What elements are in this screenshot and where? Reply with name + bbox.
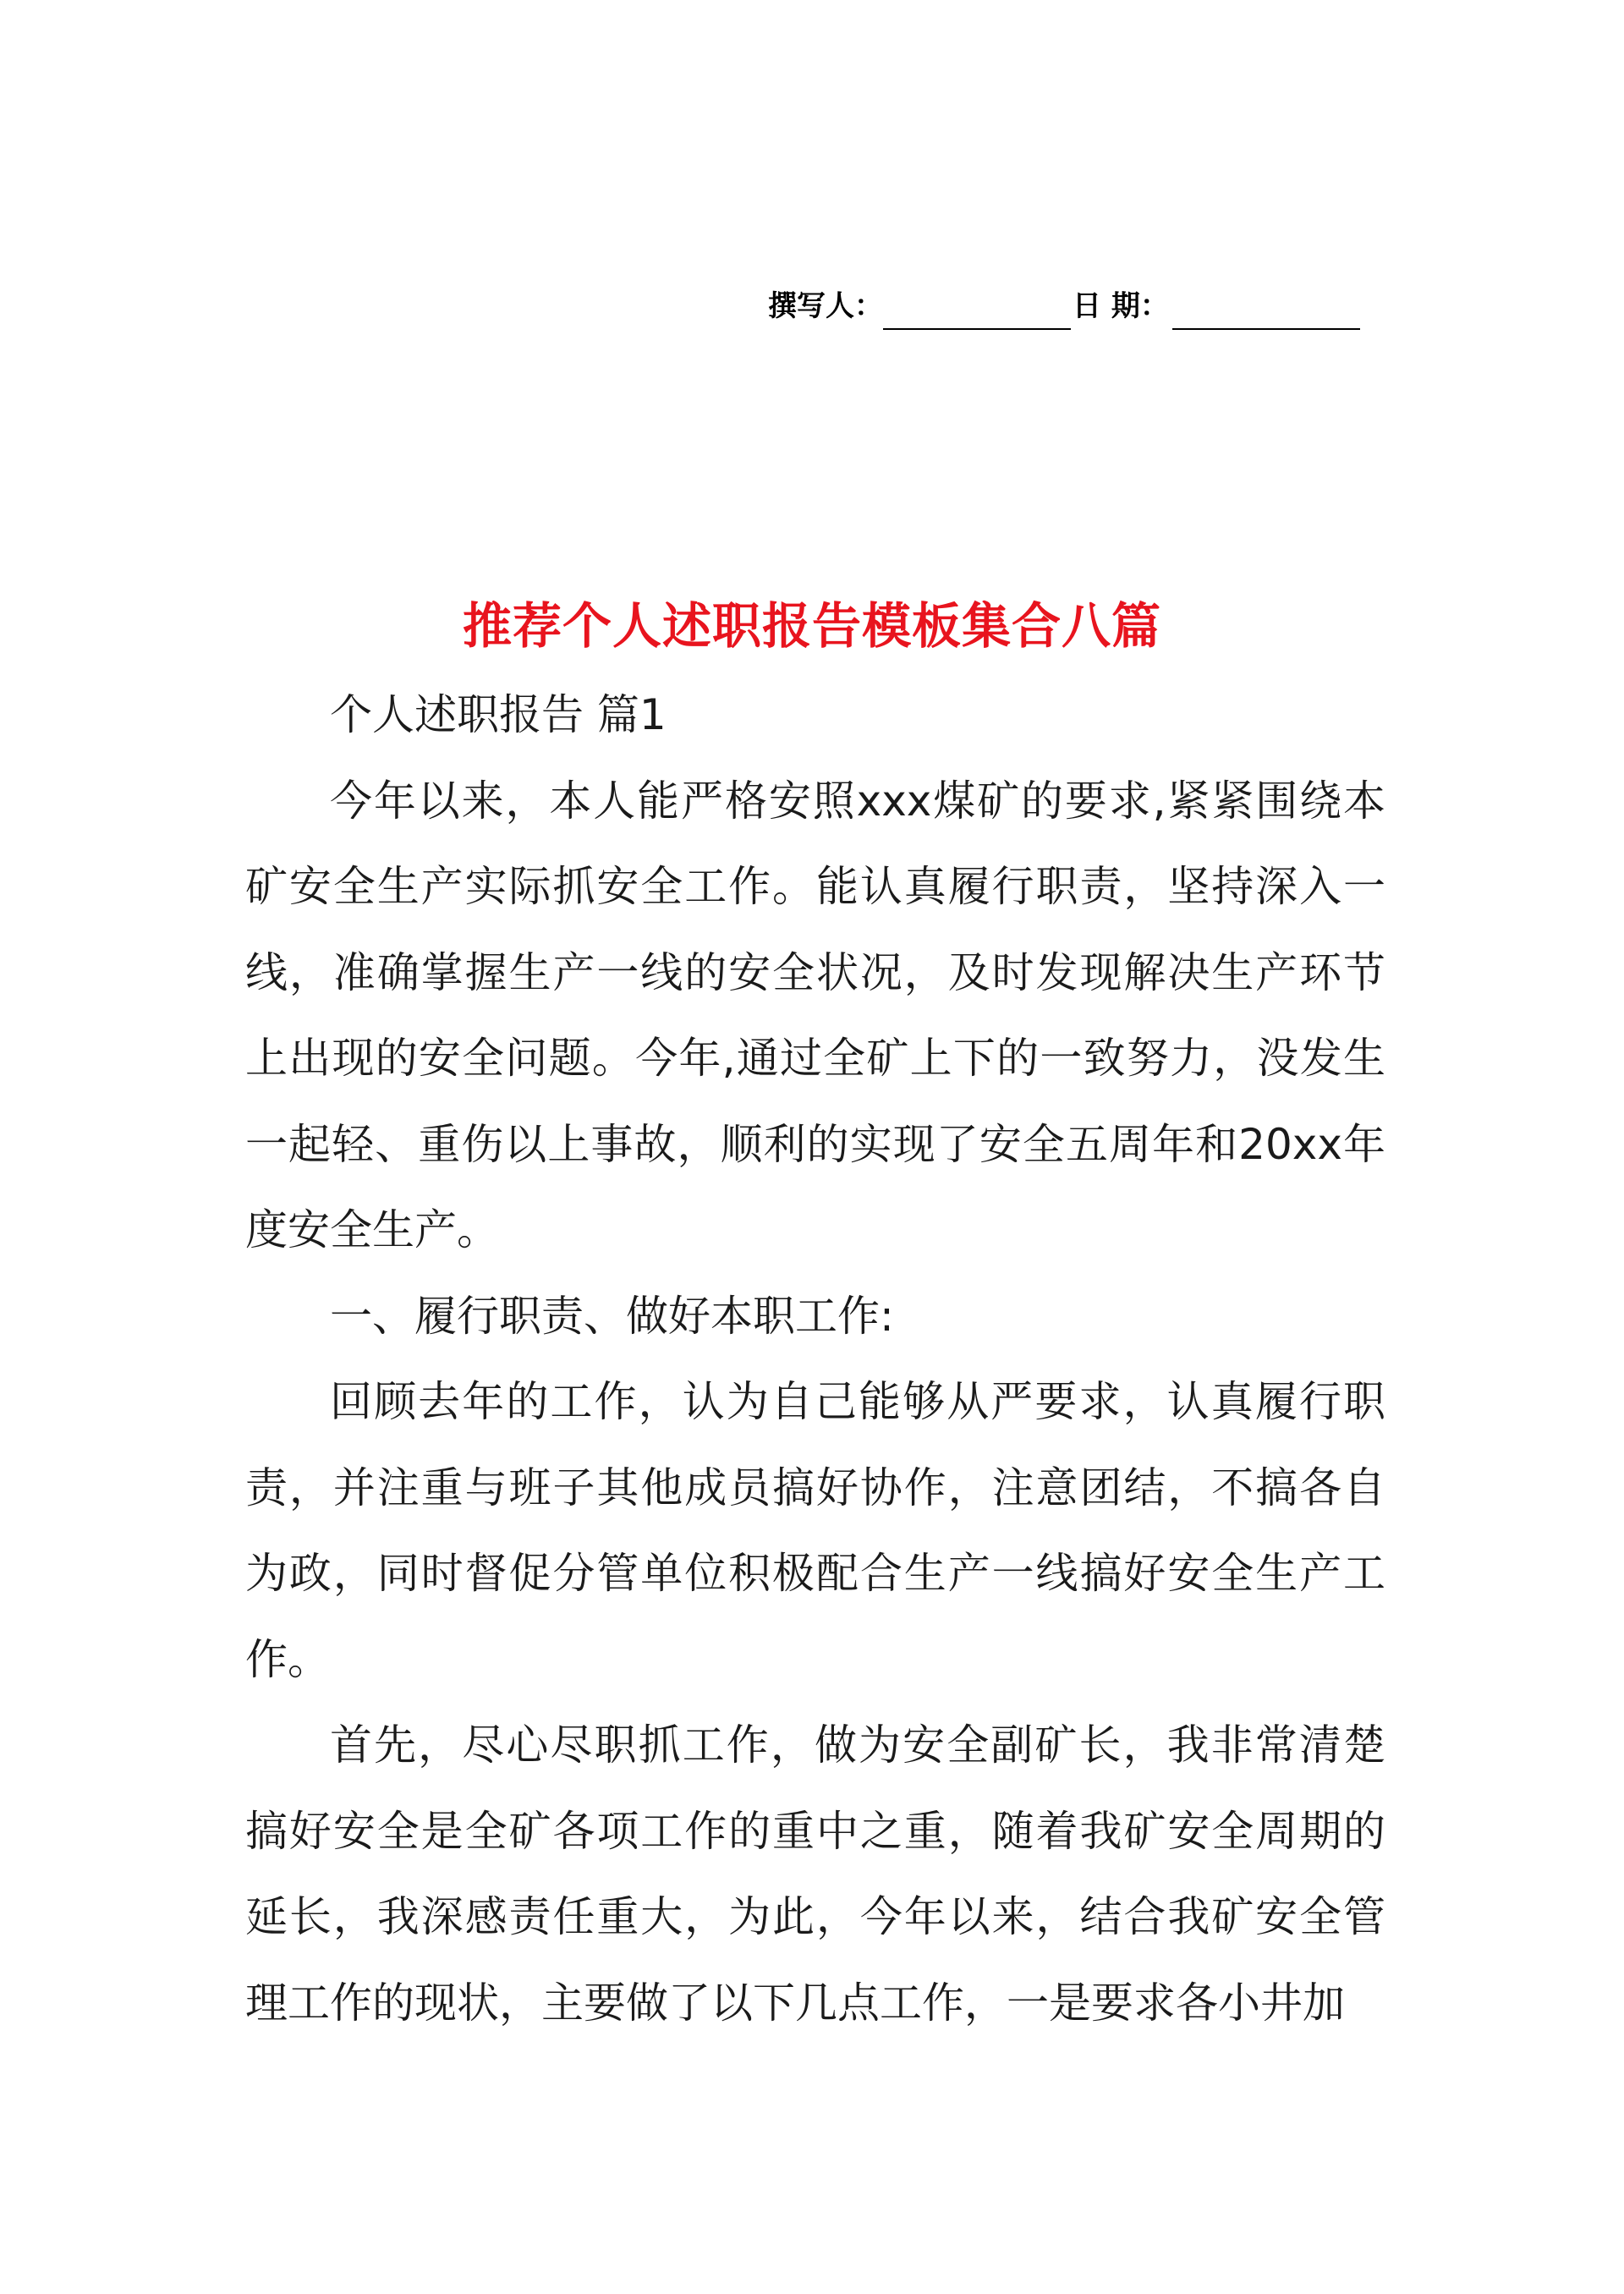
date-label: 日 期： (1073, 289, 1169, 323)
writer-label: 撰写人： (768, 289, 883, 323)
body-paragraph: 首先，尽心尽职抓工作，做为安全副矿长，我非常清楚搞好安全是全矿各项工作的重中之重，随着我矿安全周期的延长，我深感责任重大，为此，今年以来，结合我矿安全管理工作的现状，主要做了以下几点工作，一是要求各小井加 (245, 1720, 1385, 2028)
body-paragraph: 今年以来，本人能严格安照xxx煤矿的要求,紧紧围绕本矿安全生产实际抓安全工作。能认真履行职责，坚持深入一线，准确掌握生产一线的安全状况，及时发现解决生产环节上出现的安全问题。今年,通过全矿上下的一致努力，没发生一起轻、重伤以上事故，顺利的实现了安全五周年和20xx年度安全生产。 (245, 776, 1385, 1254)
author-date-line (768, 283, 1385, 330)
date-blank-field (1172, 294, 1360, 330)
body-paragraph: 回顾去年的工作，认为自己能够从严要求，认真履行职责，并注重与班子其他成员搞好协作，注意团结，不搞各自为政，同时督促分管单位积极配合生产一线搞好安全生产工作。 (245, 1377, 1385, 1684)
subsection-heading: 一、履行职责、做好本职工作: (330, 1291, 894, 1341)
writer-blank-field (883, 294, 1071, 330)
document-title: 推荐个人述职报告模板集合八篇 (462, 597, 1161, 655)
document-body (245, 672, 1385, 2046)
section-heading: 个人述职报告 篇1 (330, 690, 667, 739)
